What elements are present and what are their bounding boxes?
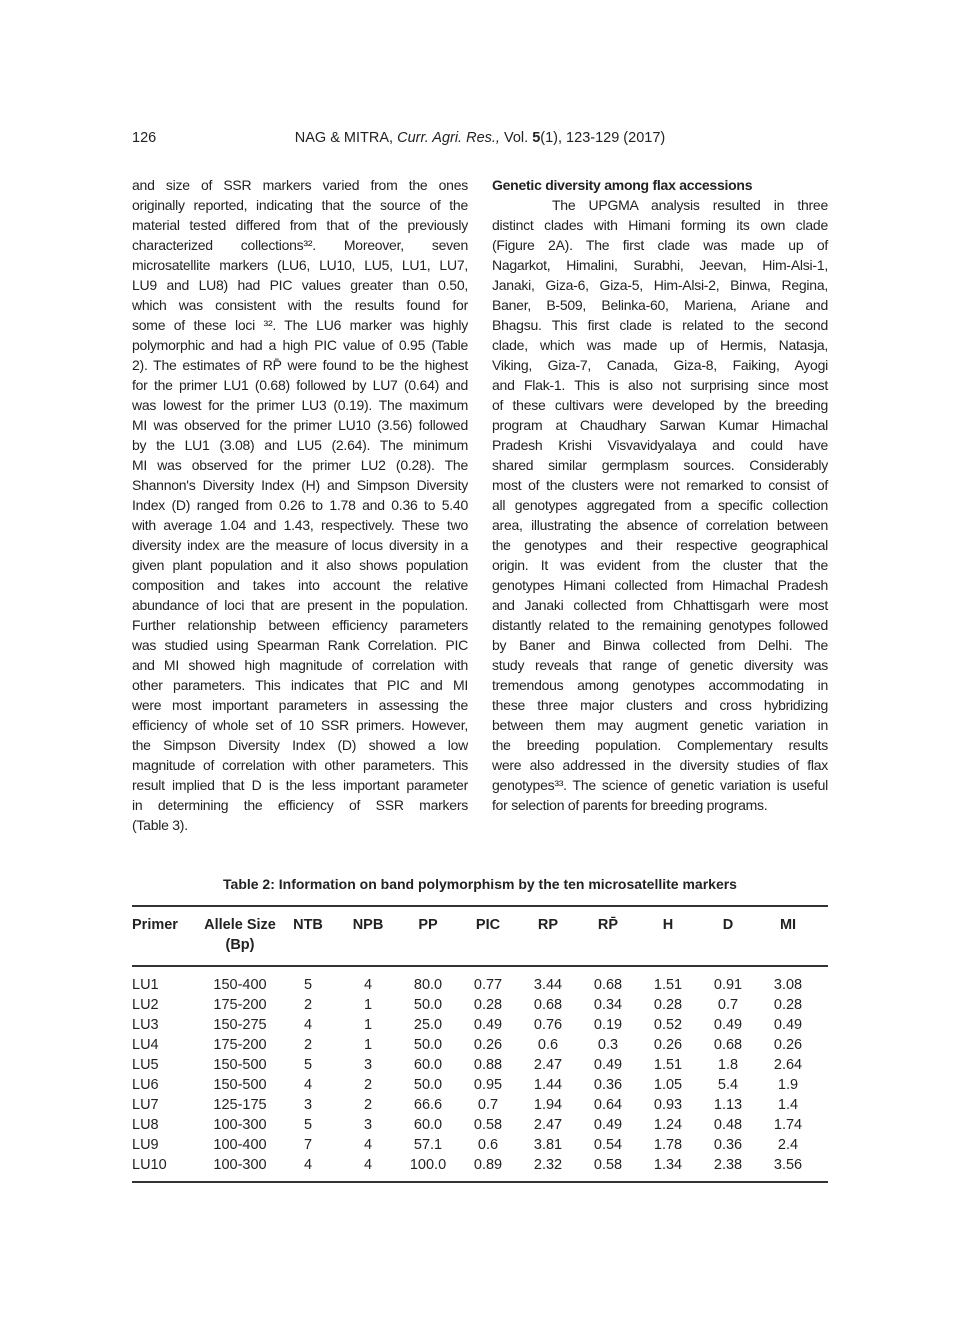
table-cell: 2: [303, 996, 313, 1013]
text-line: genotypes Himani collected from Himachal Pradesh: [492, 577, 828, 593]
table-cell: 1.8: [717, 1056, 739, 1073]
table-cell: 2.4: [777, 1136, 799, 1153]
column-header: MI: [779, 917, 797, 933]
text-line: material tested differed from that of the previously: [132, 217, 468, 233]
table-cell: 0.58: [593, 1156, 623, 1173]
table-cell: 0.93: [653, 1096, 683, 1113]
table-cell: 2.38: [713, 1156, 743, 1173]
text-line: with average 1.04 and 1.43, respectively. These two: [132, 517, 468, 533]
table-row: [132, 1015, 828, 1035]
header-issue-pages-year: (1), 123-129 (2017): [540, 130, 666, 146]
text-line: for the primer LU1 (0.68) followed by LU7 (0.64) and: [132, 377, 468, 393]
table-cell: 150-275: [213, 1016, 267, 1033]
text-line: composition and takes into account the relative: [132, 577, 468, 593]
text-line: characterized collections³². Moreover, seven: [132, 237, 468, 253]
table-cell: 5.4: [717, 1076, 739, 1093]
table-cell: 0.64: [593, 1096, 623, 1113]
text-line: given plant population and it also shows population: [132, 557, 468, 573]
table-row: [132, 1055, 828, 1075]
table-cell: 100-400: [213, 1136, 267, 1153]
table-cell: 0.28: [653, 996, 683, 1013]
table-cell: 0.28: [773, 996, 803, 1013]
table-cell: 4: [363, 1156, 373, 1173]
table-cell: 0.6: [537, 1036, 559, 1053]
table-cell: 3.56: [773, 1156, 803, 1173]
header-vol-prefix: Vol.: [499, 130, 533, 146]
table-cell: 0.49: [593, 1056, 623, 1073]
text-line: by Baner and Binwa collected from Delhi. The: [492, 637, 828, 653]
table-cell: 0.28: [473, 996, 503, 1013]
table-cell: 57.1: [413, 1136, 443, 1153]
text-line: and size of SSR markers varied from the ones: [132, 177, 468, 193]
text-line: Pradesh Krishi Visvavidyalaya and could have: [492, 437, 828, 453]
text-line: was studied using Spearman Rank Correlation. PIC: [132, 637, 468, 653]
table-caption: Table 2: Information on band polymorphism by the ten microsatellite markers: [223, 876, 737, 892]
text-line: some of these loci ³². The LU6 marker was highly: [132, 317, 468, 333]
table-cell: 0.89: [473, 1156, 503, 1173]
table-cell: LU6: [132, 1076, 159, 1093]
table-cell: 2: [303, 1036, 313, 1053]
text-line: diversity index are the measure of locus diversity in a: [132, 537, 468, 553]
table-row: [132, 1035, 828, 1055]
table-cell: 1.51: [653, 1056, 683, 1073]
table-cell: 0.6: [477, 1136, 499, 1153]
left-column-text: [132, 175, 468, 835]
text-line: by the LU1 (3.08) and LU5 (2.64). The minimum: [132, 437, 468, 453]
column-header: NTB: [293, 917, 323, 933]
column-header: PIC: [475, 917, 501, 933]
table-cell: 2: [363, 1096, 373, 1113]
column-header: RP: [537, 917, 559, 933]
table-cell: 0.7: [477, 1096, 499, 1113]
table-cell: 0.19: [593, 1016, 623, 1033]
text-line: Janaki, Giza-6, Giza-5, Him-Alsi-2, Binwa, Regina,: [492, 277, 828, 293]
table-cell: 3.81: [533, 1136, 563, 1153]
table-cell: 175-200: [213, 996, 267, 1013]
table-cell: 60.0: [413, 1056, 443, 1073]
table-cell: 0.49: [713, 1016, 743, 1033]
text-line: Viking, Giza-7, Canada, Giza-8, Faiking, Ayogi: [492, 357, 828, 373]
table-cell: 3: [363, 1116, 373, 1133]
table-cell: 50.0: [413, 1036, 443, 1053]
header-volume: 5: [532, 130, 541, 146]
table-cell: LU9: [132, 1136, 159, 1153]
table-cell: 150-500: [213, 1056, 267, 1073]
table-cell: 2.47: [533, 1116, 563, 1133]
text-line: were most important parameters in assessing the: [132, 697, 468, 713]
text-line: for selection of parents for breeding programs.: [492, 797, 768, 813]
table-cell: 0.58: [473, 1116, 503, 1133]
column-header: NPB: [352, 917, 384, 933]
table-cell: 1.4: [777, 1096, 799, 1113]
table-cell: 50.0: [413, 1076, 443, 1093]
text-line: efficiency of whole set of 10 SSR primers. However,: [132, 717, 468, 733]
text-line: (Figure 2A). The first clade was made up of: [492, 237, 828, 253]
table-cell: 0.48: [713, 1116, 743, 1133]
table-cell: 1.51: [653, 976, 683, 993]
text-line: and Janaki collected from Chhattisgarh were most: [492, 597, 828, 613]
text-line: and MI showed high magnitude of correlation with: [132, 657, 468, 673]
table-cell: 0.26: [473, 1036, 503, 1053]
table-cell: 0.54: [593, 1136, 623, 1153]
table-cell: 1.34: [653, 1156, 683, 1173]
table-row: [132, 1135, 828, 1155]
running-header: [0, 130, 960, 146]
table-cell: 4: [303, 1156, 313, 1173]
table-cell: 2.64: [773, 1056, 803, 1073]
text-line: Shannon's Diversity Index (H) and Simpson Diversity: [132, 477, 468, 493]
table-cell: 66.6: [413, 1096, 443, 1113]
text-line: which was consistent with the results found for: [132, 297, 468, 313]
table-cell: 3: [363, 1056, 373, 1073]
table-cell: 0.68: [713, 1036, 743, 1053]
table-cell: 1.05: [653, 1076, 683, 1093]
text-line: area, illustrating the absence of correlation between: [492, 517, 828, 533]
header-authors: NAG & MITRA,: [294, 130, 398, 146]
text-line: Bhagsu. This first clade is related to the second: [492, 317, 828, 333]
table-cell: LU10: [132, 1156, 167, 1173]
table-cell: 0.91: [713, 976, 743, 993]
table-cell: 4: [303, 1016, 313, 1033]
text-line: Further relationship between efficiency parameters: [132, 617, 468, 633]
table-row: [132, 995, 828, 1015]
table-cell: 0.26: [653, 1036, 683, 1053]
text-line: Baner, B-509, Belinka-60, Mariena, Ariane and: [492, 297, 828, 313]
section-heading: Genetic diversity among flax accessions: [492, 177, 753, 193]
text-line: of these cultivars were developed by the breeding: [492, 397, 828, 413]
table-cell: 100.0: [409, 1156, 447, 1173]
table-cell: 1.13: [713, 1096, 743, 1113]
column-header: D: [722, 917, 734, 933]
table-cell: 4: [303, 1076, 313, 1093]
table-cell: 0.68: [593, 976, 623, 993]
text-line: MI was observed for the primer LU2 (0.28). The: [132, 457, 468, 473]
column-header: PP: [418, 917, 438, 933]
table-cell: 60.0: [413, 1116, 443, 1133]
table-row: [132, 1155, 828, 1175]
table-cell: 4: [363, 976, 373, 993]
table-cell: 0.36: [593, 1076, 623, 1093]
table-cell: 100-300: [213, 1116, 267, 1133]
text-line: shared similar germplasm sources. Considerably: [492, 457, 828, 473]
table-cell: 3.08: [773, 976, 803, 993]
text-line: result implied that D is the less important parameter: [132, 777, 468, 793]
text-line: and Flak-1. This is also not surprising since most: [492, 377, 828, 393]
table-header-row: [132, 907, 828, 965]
text-line: clade, which was made up of Hermis, Natasja,: [492, 337, 828, 353]
text-line: the breeding population. Complementary results: [492, 737, 828, 753]
text-line: magnitude of correlation with other parameters. This: [132, 757, 468, 773]
table-cell: 150-500: [213, 1076, 267, 1093]
table-cell: LU4: [132, 1036, 159, 1053]
table-cell: 1: [363, 1036, 373, 1053]
table-cell: LU3: [132, 1016, 159, 1033]
text-line: distantly related to the remaining genotypes followed: [492, 617, 828, 633]
data-table: [132, 905, 828, 1183]
table-cell: 0.26: [773, 1036, 803, 1053]
text-line: program at Chaudhary Sarwan Kumar Himachal: [492, 417, 828, 433]
table-cell: 175-200: [213, 1036, 267, 1053]
table-cell: 0.3: [597, 1036, 619, 1053]
table-cell: 0.95: [473, 1076, 503, 1093]
table-row: [132, 1115, 828, 1135]
table-cell: 0.76: [533, 1016, 563, 1033]
table-cell: 50.0: [413, 996, 443, 1013]
text-line: the Simpson Diversity Index (D) showed a low: [132, 737, 468, 753]
table-cell: 125-175: [213, 1096, 267, 1113]
table-cell: LU5: [132, 1056, 159, 1073]
table-cell: 4: [363, 1136, 373, 1153]
table-cell: 0.77: [473, 976, 503, 993]
table-cell: 0.68: [533, 996, 563, 1013]
table-cell: 80.0: [413, 976, 443, 993]
text-line: distinct clades with Himani forming its own clade: [492, 217, 828, 233]
text-line: genotypes³³. The science of genetic variation is useful: [492, 777, 828, 793]
text-line: abundance of loci that are present in the population.: [132, 597, 468, 613]
text-line: The UPGMA analysis resulted in three: [552, 197, 828, 213]
table-cell: 0.49: [593, 1116, 623, 1133]
table-cell: 1.94: [533, 1096, 563, 1113]
table-body: [132, 967, 828, 1181]
table-bottom-rule: [132, 1181, 828, 1183]
text-line: all genotypes aggregated from a specific collection: [492, 497, 828, 513]
text-line: in determining the efficiency of SSR markers: [132, 797, 468, 813]
text-line: MI was observed for the primer LU10 (3.56) followed: [132, 417, 468, 433]
table-cell: 25.0: [413, 1016, 443, 1033]
text-line: study reveals that range of genetic diversity was: [492, 657, 828, 673]
table-cell: 1: [363, 996, 373, 1013]
page-number: 126: [132, 130, 157, 146]
table-cell: 5: [303, 1116, 313, 1133]
header-journal: Curr. Agri. Res.,: [397, 130, 500, 146]
text-line: Nagarkot, Himalini, Surabhi, Jeevan, Him-Alsi-1,: [492, 257, 828, 273]
table-cell: 0.36: [713, 1136, 743, 1153]
column-header: Primer: [132, 917, 178, 933]
table-cell: 1.24: [653, 1116, 683, 1133]
table-cell: 150-400: [213, 976, 267, 993]
table-cell: 3.44: [533, 976, 563, 993]
text-line: were also addressed in the diversity studies of flax: [492, 757, 828, 773]
table-cell: 0.88: [473, 1056, 503, 1073]
right-column-text: [492, 175, 828, 815]
text-line: was lowest for the primer LU3 (0.19). The maximum: [132, 397, 468, 413]
table-cell: 1.44: [533, 1076, 563, 1093]
table-cell: 5: [303, 976, 313, 993]
table-cell: 7: [303, 1136, 313, 1153]
text-line: most of the clusters were not remarked to consist of: [492, 477, 828, 493]
table-cell: 0.52: [653, 1016, 683, 1033]
table-row: [132, 975, 828, 995]
text-line: (Table 3).: [132, 817, 188, 833]
text-line: polymorphic and had a high PIC value of 0.95 (Table: [132, 337, 468, 353]
table-cell: 1.9: [777, 1076, 799, 1093]
column-header: Allele Size (Bp): [204, 917, 276, 953]
text-line: origin. It was evident from the cluster that the: [492, 557, 828, 573]
table-cell: 3: [303, 1096, 313, 1113]
table-cell: 1.74: [773, 1116, 803, 1133]
column-header: RP̄: [597, 917, 619, 933]
table-cell: 1: [363, 1016, 373, 1033]
table-cell: 0.49: [773, 1016, 803, 1033]
table-cell: LU7: [132, 1096, 159, 1113]
table-row: [132, 1075, 828, 1095]
text-line: Index (D) ranged from 0.26 to 1.78 and 0.36 to 5.40: [132, 497, 468, 513]
table-cell: 2.32: [533, 1156, 563, 1173]
table-cell: LU8: [132, 1116, 159, 1133]
text-line: other parameters. This indicates that PIC and MI: [132, 677, 468, 693]
table-cell: LU2: [132, 996, 159, 1013]
table-cell: 0.7: [717, 996, 739, 1013]
table-cell: 2: [363, 1076, 373, 1093]
table-cell: 100-300: [213, 1156, 267, 1173]
text-line: 2). The estimates of RP̄ were found to be the highest: [132, 357, 468, 373]
table-cell: 1.78: [653, 1136, 683, 1153]
text-line: microsatellite markers (LU6, LU10, LU5, LU1, LU7,: [132, 257, 468, 273]
table-cell: 2.47: [533, 1056, 563, 1073]
text-line: originally reported, indicating that the source of the: [132, 197, 468, 213]
table-cell: 0.49: [473, 1016, 503, 1033]
text-line: the genotypes and their respective geographical: [492, 537, 828, 553]
table-row: [132, 1095, 828, 1115]
table-cell: 5: [303, 1056, 313, 1073]
column-header: H: [662, 917, 674, 933]
text-line: LU9 and LU8) had PIC values greater than 0.50,: [132, 277, 468, 293]
table-cell: 0.34: [593, 996, 623, 1013]
text-line: these three major clusters and cross hybridizing: [492, 697, 828, 713]
text-line: between them may augment genetic variation in: [492, 717, 828, 733]
table-cell: LU1: [132, 976, 159, 993]
text-line: tremendous among genotypes accommodating in: [492, 677, 828, 693]
